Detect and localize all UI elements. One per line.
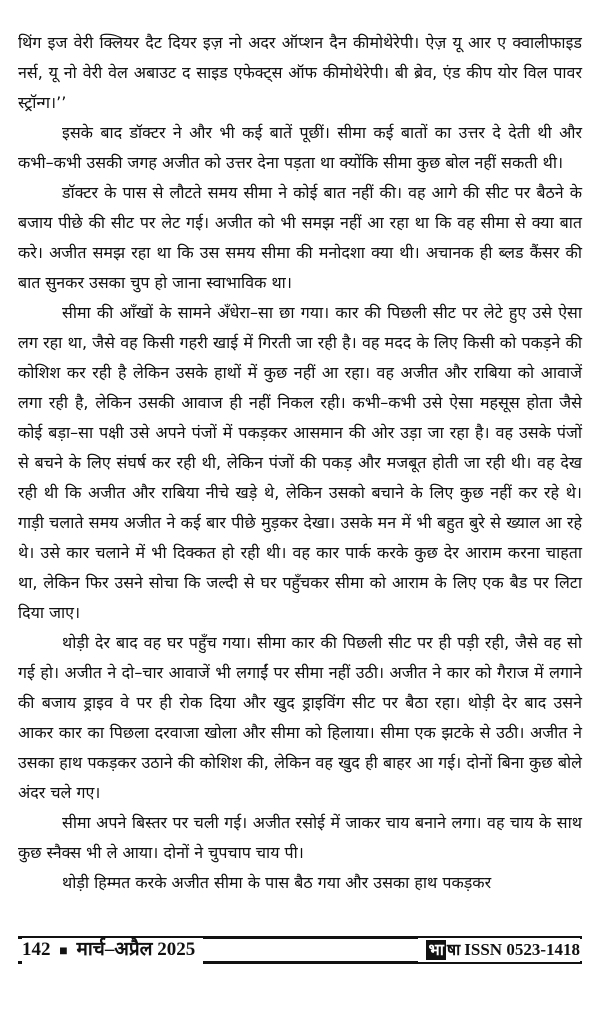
logo-box: भा — [428, 940, 444, 959]
paragraph-continuation: थिंग इज वेरी क्लियर दैट दियर इज़ नो अदर ऑप्शन दैन कीमोथेरेपी। ऐज़ यू आर ए क्वालीफाइड नर्स, यू नो वेरी वेल अबाउट द साइड एफेक्ट्स ऑफ कीमोथेरेपी। बी ब्रेव, एंड कीप योर विल पावर स्ट्रॉन्ग।’’ — [18, 33, 582, 112]
journal-logo — [426, 938, 460, 962]
footer-issue-info — [22, 938, 203, 964]
article-body — [18, 28, 582, 898]
issue-date: मार्च–अप्रैल 2025 — [76, 939, 196, 960]
paragraph: सीमा अपने बिस्तर पर चली गई। अजीत रसोई में जाकर चाय बनाने लगा। वह चाय के साथ कुछ स्नैक्स भी ले आया। दोनों ने चुपचाप चाय पी। — [18, 813, 582, 862]
paragraph: सीमा की आँखों के सामने अँधेरा–सा छा गया। कार की पिछली सीट पर लेटे हुए उसे ऐसा लग रहा था, जैसे वह किसी गहरी खाई में गिरती जा रही है। वह मदद के लिए किसी को पकड़ने की कोशिश कर रही है लेकिन उसके हाथों में कुछ नहीं आ रहा। वह अजीत और राबिया को आवाजें लगा रही है, लेकिन उसकी आवाज ही नहीं निकल रही। कभी–कभी उसे ऐसा महसूस होता जैसे कोई बड़ा–सा पक्षी उसे अपने पंजों में पकड़कर आसमान की ओर उड़ा जा रहा है। वह उसके पंजों से बचने के लिए संघर्ष कर रही थी, लेकिन पंजों की पकड़ और मजबूत होती जा रही थी। वह देख रही थी कि अजीत और राबिया नीचे खड़े थे, लेकिन उसको बचाने के लिए कुछ नहीं कर रहे थे। गाड़ी चलाते समय अजीत ने कई बार पीछे मुड़कर देखा। उसके मन में भी बहुत बुरे से ख्याल आ रहे थे। उसे कार चलाने में भी दिक्कत हो रही थी। वह कार पार्क करके कुछ देर आराम करना चाहता था, लेकिन फिर उसने सोचा कि जल्दी से घर पहुँचकर सीमा को आराम के लिए एक बैड पर लिटा दिया जाए। — [18, 303, 582, 622]
issn: ISSN 0523-1418 — [464, 940, 580, 959]
page-footer — [18, 936, 582, 964]
paragraph: डॉक्टर के पास से लौटते समय सीमा ने कोई बात नहीं की। वह आगे की सीट पर बैठने के बजाय पीछे की सीट पर लेट गई। अजीत को भी समझ नहीं आ रहा था कि वह सीमा से क्या बात करे। अजीत समझ रहा था कि उस समय सीमा की मनोदशा क्या थी। अचानक ही ब्लड कैंसर की बात सुनकर उसका चुप हो जाना स्वाभाविक था। — [18, 183, 582, 292]
footer-journal-info — [418, 938, 580, 962]
bullet-icon: ■ — [59, 944, 68, 959]
paragraph: थोड़ी हिम्मत करके अजीत सीमा के पास बैठ गया और उसका हाथ पकड़कर — [62, 873, 492, 892]
paragraph: इसके बाद डॉक्टर ने और भी कई बातें पूछीं। सीमा कई बातों का उत्तर दे देती थी और कभी–कभी उसकी जगह अजीत को उत्तर देना पड़ता था क्योंकि सीमा कुछ बोल नहीं सकती थी। — [18, 123, 582, 172]
page-number: 142 — [22, 939, 51, 960]
logo-rest: षा — [446, 940, 461, 959]
paragraph: थोड़ी देर बाद वह घर पहुँच गया। सीमा कार की पिछली सीट पर ही पड़ी रही, जैसे वह सो गई हो। अजीत ने दो–चार आवाजें भी लगाईं पर सीमा नहीं उठी। अजीत ने कार को गैराज में लगाने की बजाय ड्राइव वे पर ही रोक दिया और खुद ड्राइविंग सीट पर बैठा रहा। थोड़ी देर बाद उसने आकर कार का पिछला दरवाजा खोला और सीमा को हिलाया। सीमा एक झटके से उठी। अजीत ने उसका हाथ पकड़कर उठाने की कोशिश की, लेकिन वह खुद ही बाहर आ गई। दोनों बिना कुछ बोले अंदर चले गए। — [18, 633, 582, 802]
